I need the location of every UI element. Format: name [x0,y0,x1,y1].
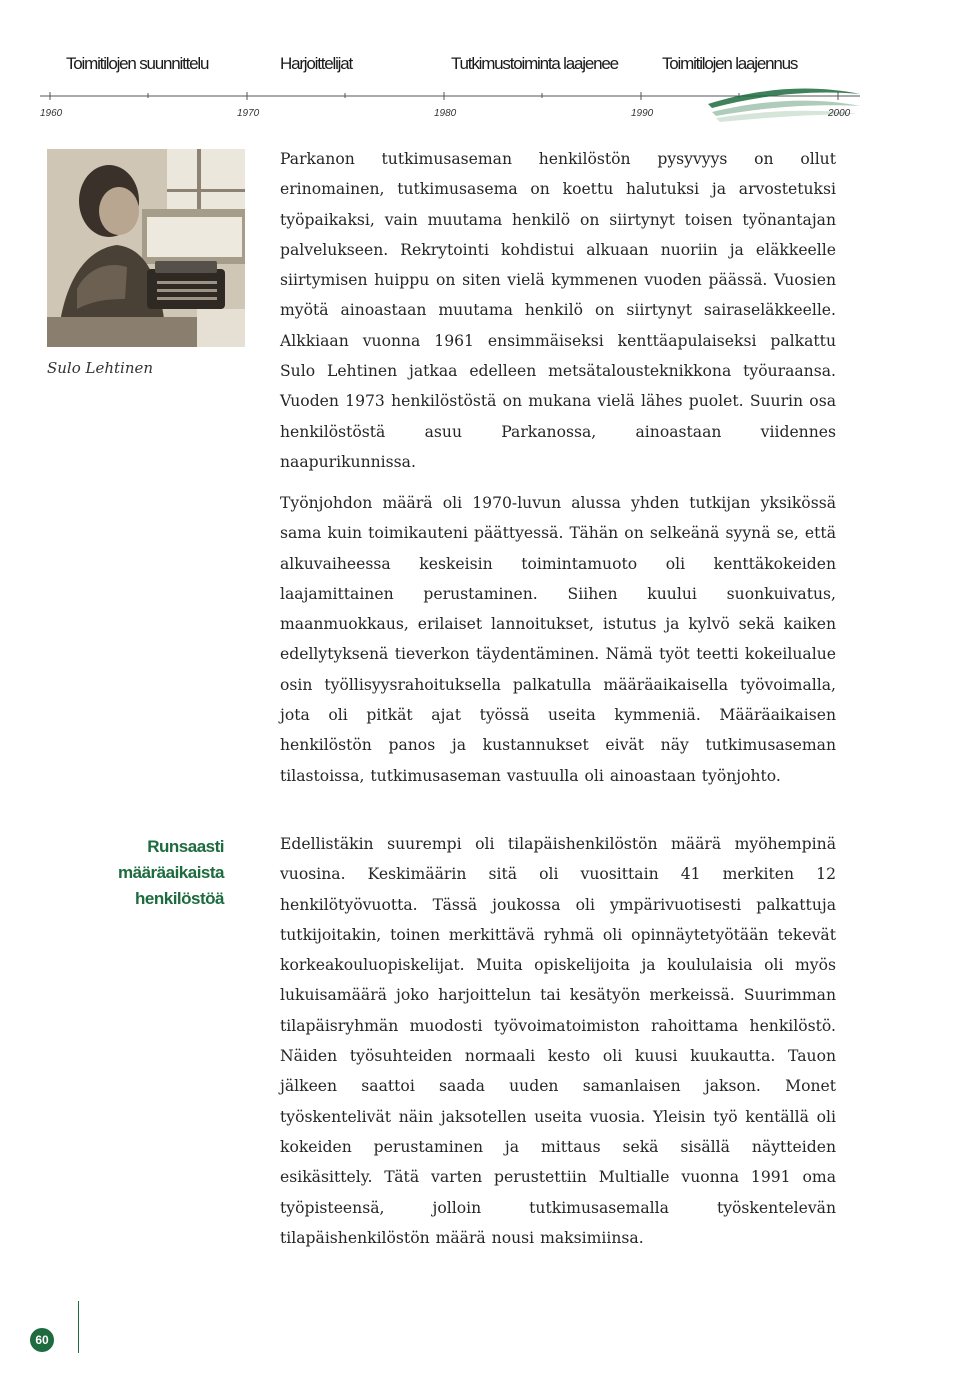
timeline-topic: Toimitilojen laajennus [662,54,798,73]
side-heading-line: Runsaasti [147,837,224,856]
footer-divider [78,1301,79,1353]
timeline-topics [0,54,960,80]
body-section-2 [280,488,836,791]
page-number: 60 [30,1328,54,1352]
timeline-year: 1960 [40,108,63,119]
timeline-topic: Toimitilojen suunnittelu [66,54,209,73]
side-heading-line: henkilöstöä [135,889,224,908]
timeline-year: 1990 [631,108,654,119]
timeline-year: 1970 [237,108,260,119]
timeline-axis [0,84,960,126]
timeline-topic: Tutkimustoiminta laajenee [451,54,618,73]
photo-caption: Sulo Lehtinen [47,359,154,377]
portrait-photo [47,149,245,347]
body-section-3 [280,829,836,1253]
timeline-year: 2000 [828,108,851,119]
body-paragraph: Työnjohdon määrä oli 1970-luvun alussa yhden tutkijan yksikössä sama kuin toimikauteni päättyessä. Tähän on selkeänä syynä se, että alkuvaiheessa keskeisin toimintamuoto oli kenttäkokeiden laajamittainen perustaminen. Siihen kuului suonkuivatus, maanmuokkaus, erilaiset lannoitukset, istutus ja kylvö sekä kaiken edellytyksenä tieverkon täydentäminen. Nämä työt teetti kokeilualue osin työllisyysrahoituksella palkatulla määräaikaisella työvoimalla, jota oli pitkät ajat työssä useita kymmeniä. Määräaikaisen henkilöstön panos ja kustannukset eivät näy tutkimusaseman tilastoissa, tutkimusaseman vastuulla oli ainoastaan työnjohto. [280,494,836,785]
body-section-1 [280,144,836,477]
timeline-year: 1980 [434,108,457,119]
timeline-topic: Harjoittelijat [280,54,353,73]
body-paragraph: Edellistäkin suurempi oli tilapäishenkilöstön määrä myöhempinä vuosina. Keskimäärin sitä oli vuosittain 41 merkiten 12 henkilötyövuotta. Tässä joukossa oli ympärivuotisesti palkattuja tutkijoitakin, toinen merkittävä ryhmä oli opinnäytetyötään tekevät korkeakouluopiskelijat. Muita opiskelijoita ja koululaisia oli myös lukuisamäärä joko harjoittelun tai kesätyön merkeissä. Suurimman tilapäisryhmän muodosti työvoimatoimiston rahoittama henkilöstö. Näiden työsuhteiden normaali kesto oli kuusi kuukautta. Tauon jälkeen saattoi saada uuden samanlaisen jakson. Monet työskentelivät näin jaksotellen useita vuosia. Yleisin työ kentällä oli kokeiden perustaminen ja mittaus sekä sisällä näytteiden esikäsittely. Tätä varten perustettiin Multialle vuonna 1991 oma työpisteensä, jolloin tutkimusasemalla työskentelevän tilapäishenkilöstön määrä nousi maksimiinsa. [280,835,836,1247]
side-heading-line: määräaikaista [118,863,224,882]
side-heading [60,834,224,912]
body-paragraph: Parkanon tutkimusaseman henkilöstön pysyvyys on ollut erinomainen, tutkimusasema on koettu halutuksi ja arvostetuksi työpaikaksi, vain muutama henkilö on siirtynyt toisen työnantajan palvelukseen. Rekrytointi kohdistui alkuaan nuoriin ja eläkkeelle siirtymisen huippu on siten vielä kymmenen vuoden päässä. Vuosien myötä ainoastaan muutama henkilö on siirtynyt sairaseläkkeelle. Alkkiaan vuonna 1961 ensimmäiseksi kenttäapulaiseksi palkattu Sulo Lehtinen jatkaa edelleen metsätalousteknikkona työuraansa. Vuoden 1973 henkilöstöstä on mukana vielä lähes puolet. Suurin osa henkilöstöstä asuu Parkanossa, ainoastaan viidennes naapurikunnissa. [280,150,836,471]
